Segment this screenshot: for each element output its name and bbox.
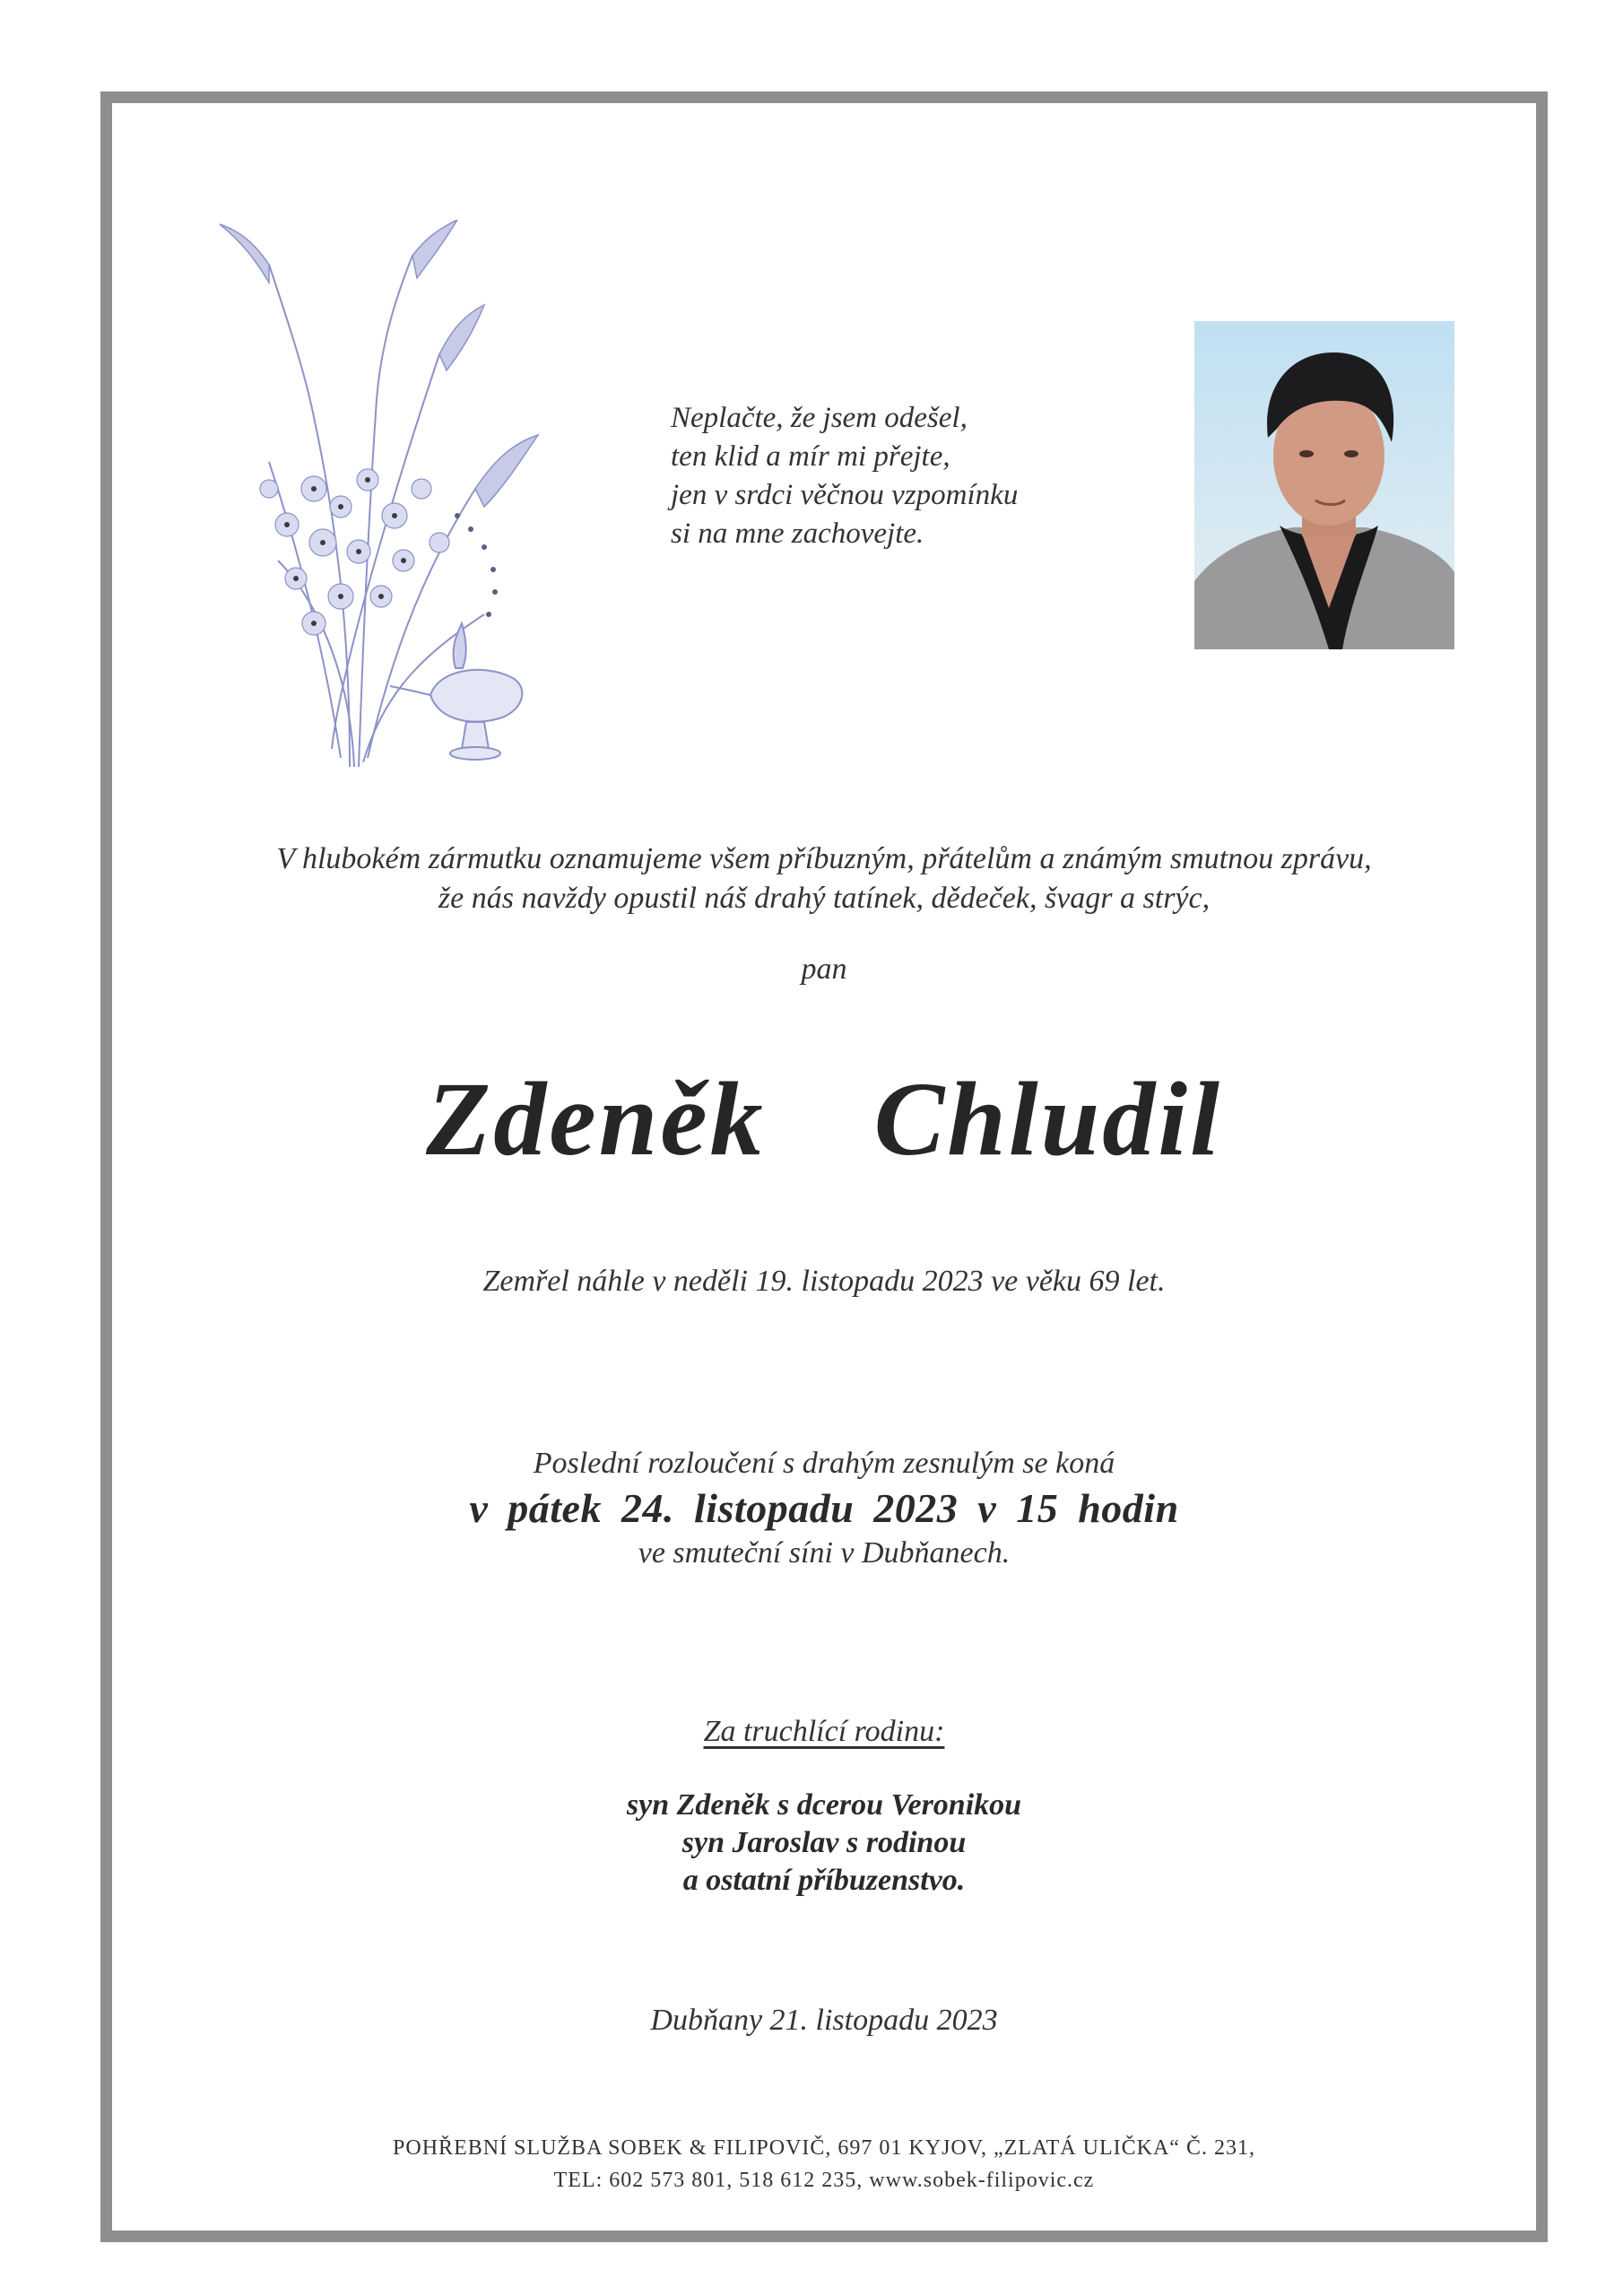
farewell-intro: Poslední rozloučení s drahým zesnulým se koná (533, 1447, 1115, 1480)
family-members (100, 1787, 1548, 1900)
family-heading-text: Za truchlící rodinu: (703, 1715, 945, 1748)
place-and-date: Dubňany 21. listopadu 2023 (650, 2004, 998, 2037)
funeral-service-footer (100, 2132, 1548, 2196)
title-word: pan (801, 952, 847, 986)
announcement-line: V hlubokém zármutku oznamujeme všem příbuzným, přátelům a známým smutnou zprávu, (276, 842, 1372, 875)
announcement-text (100, 839, 1548, 918)
deceased-name: Zdeněk Chludil (426, 1060, 1222, 1178)
poem-line: si na mne zachovejte. (671, 517, 924, 550)
family-member: a ostatní příbuzenstvo. (682, 1864, 966, 1897)
family-heading (100, 1715, 1548, 1749)
memorial-poem (671, 399, 1065, 553)
footer-contact: TEL: 602 573 801, 518 612 235, www.sobek-filipovic.cz (553, 2169, 1095, 2192)
farewell-date-time: v pátek 24. listopadu 2023 v 15 hodin (469, 1485, 1179, 1531)
poem-line: Neplačte, že jsem odešel, (671, 402, 968, 434)
footer-address: POHŘEBNÍ SLUŽBA SOBEK & FILIPOVIČ, 697 01 KYJOV, „ZLATÁ ULIČKA“ Č. 231, (393, 2136, 1255, 2160)
portrait-photo (1194, 321, 1454, 649)
flower-bouquet-illustration (215, 220, 583, 776)
family-member: syn Zdeněk s dcerou Veronikou (626, 1788, 1022, 1822)
death-info: Zemřel náhle v neděli 19. listopadu 2023 ve věku 69 let. (482, 1265, 1166, 1298)
poem-line: ten klid a mír mi přejte, (671, 440, 950, 473)
announcement-line: že nás navždy opustil náš drahý tatínek, dědeček, švagr a strýc, (438, 882, 1211, 915)
family-member: syn Jaroslav s rodinou (681, 1826, 967, 1859)
poem-line: jen v srdci věčnou vzpomínku (671, 479, 1019, 511)
farewell-location: ve smuteční síni v Dubňanech. (638, 1536, 1011, 1570)
